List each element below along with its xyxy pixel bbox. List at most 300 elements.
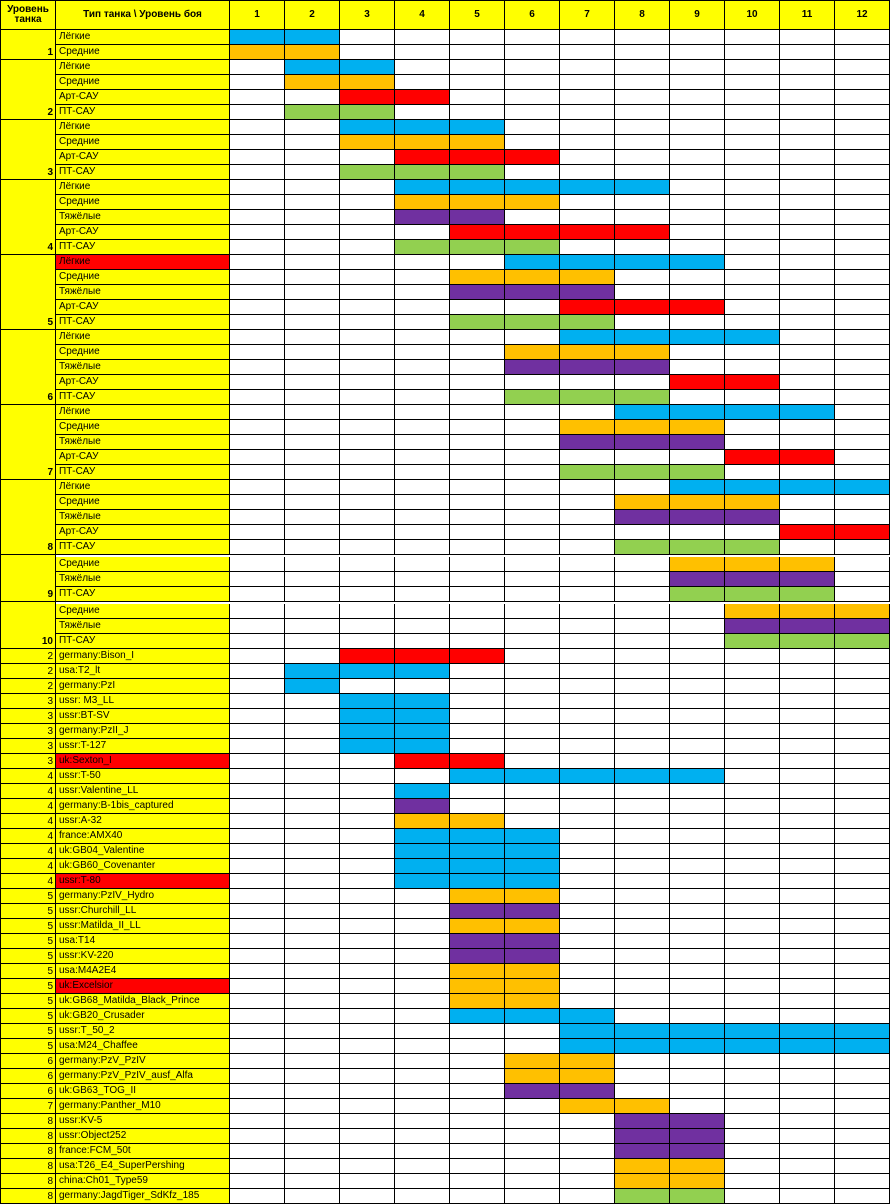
tank-7-cell (725, 739, 780, 754)
group-1-row-1-cell (670, 30, 725, 45)
tank-33-bar (615, 1129, 670, 1144)
group-5-row-4-cell (285, 300, 340, 315)
tank-37-cell (780, 1189, 835, 1204)
tank-20-cell (395, 934, 450, 949)
tank-21-cell (395, 949, 450, 964)
group-7-row-4-cell (670, 450, 725, 465)
tank-8-cell (670, 754, 725, 769)
group-1-row-2-cell (560, 45, 615, 60)
group-2-row-3-cell (285, 90, 340, 105)
tank-32-cell (395, 1114, 450, 1129)
group-5-row-1-cell (835, 255, 890, 270)
group-3-row-4-cell (560, 165, 615, 180)
group-4-row-1-cell (780, 180, 835, 195)
group-4-row-5-cell (560, 240, 615, 255)
tank-21-cell (780, 949, 835, 964)
tank-36-cell (725, 1174, 780, 1189)
tank-3-bar (285, 679, 340, 694)
group-8-row-1-cell (615, 480, 670, 495)
tank-24-label: uk:GB68_Matilda_Black_Prince (56, 994, 230, 1009)
group-1-row-1-cell (560, 30, 615, 45)
tank-36-bar (670, 1174, 725, 1189)
tank-18-cell (725, 904, 780, 919)
group-7-row-4-bar (780, 450, 835, 465)
group-7-row-5-cell (780, 465, 835, 480)
group-5-row-3-cell (780, 285, 835, 300)
group-4-row-1-cell (725, 180, 780, 195)
tank-4-cell (670, 694, 725, 709)
group-7-row-4-cell (450, 450, 505, 465)
tank-22-cell (725, 964, 780, 979)
group-6-row-5-bar (505, 390, 560, 405)
group-5-row-4-cell (340, 300, 395, 315)
tank-13-cell (560, 829, 615, 844)
tank-36-cell (450, 1174, 505, 1189)
group-10-row-1-cell (505, 604, 560, 619)
group-8-row-2-cell (780, 495, 835, 510)
tank-15-cell (835, 859, 890, 874)
tank-18-cell (670, 904, 725, 919)
tank-30-bar (560, 1084, 615, 1099)
group-2-row-3-bar (340, 90, 395, 105)
tank-32-cell (450, 1114, 505, 1129)
group-6-row-3-cell (835, 360, 890, 375)
tank-23-label: uk:Excelsior (56, 979, 230, 994)
tank-10-label: ussr:Valentine_LL (56, 784, 230, 799)
tank-37-cell (835, 1189, 890, 1204)
group-10-row-2-label: Тяжёлые (56, 619, 230, 634)
group-9-row-1-cell (285, 557, 340, 572)
tank-16-bar (505, 874, 560, 889)
group-8-row-2-bar (670, 495, 725, 510)
group-3-row-1-cell (780, 120, 835, 135)
group-3-row-4-bar (395, 165, 450, 180)
tank-17-cell (560, 889, 615, 904)
tank-34-label: france:FCM_50t (56, 1144, 230, 1159)
tank-13-cell (780, 829, 835, 844)
tank-28-bar (505, 1054, 560, 1069)
group-7-row-2-bar (615, 420, 670, 435)
tank-7-cell (285, 739, 340, 754)
tank-tier-19: 5 (0, 919, 56, 934)
group-2-row-3-cell (835, 90, 890, 105)
tank-28-cell (395, 1054, 450, 1069)
tank-26-cell (450, 1024, 505, 1039)
tank-3-cell (670, 679, 725, 694)
tank-32-cell (780, 1114, 835, 1129)
group-7-row-5-cell (505, 465, 560, 480)
group-8-row-2-cell (450, 495, 505, 510)
group-4-row-3-cell (670, 210, 725, 225)
group-2-row-1-cell (725, 60, 780, 75)
tank-14-cell (835, 844, 890, 859)
tank-20-cell (560, 934, 615, 949)
group-3-row-4-cell (615, 165, 670, 180)
tank-27-bar (560, 1039, 615, 1054)
group-7-row-1-bar (670, 405, 725, 420)
group-5-row-1-bar (670, 255, 725, 270)
group-5-row-1-cell (340, 255, 395, 270)
group-8-row-2-bar (725, 495, 780, 510)
tank-28-cell (670, 1054, 725, 1069)
tank-33-cell (835, 1129, 890, 1144)
tank-4-bar (395, 694, 450, 709)
group-6-row-4-cell (450, 375, 505, 390)
header-level-8: 8 (615, 0, 670, 30)
group-6-row-5-cell (230, 390, 285, 405)
group-7-row-5-cell (725, 465, 780, 480)
tank-33-cell (725, 1129, 780, 1144)
tank-27-bar (780, 1039, 835, 1054)
group-10-row-2-cell (560, 619, 615, 634)
tank-23-cell (560, 979, 615, 994)
group-5-row-5-cell (340, 315, 395, 330)
tank-30-cell (340, 1084, 395, 1099)
group-3-row-1-cell (725, 120, 780, 135)
tank-30-cell (615, 1084, 670, 1099)
group-6-row-4-cell (560, 375, 615, 390)
group-4-row-4-cell (340, 225, 395, 240)
group-3-row-1-bar (450, 120, 505, 135)
tank-14-label: uk:GB04_Valentine (56, 844, 230, 859)
group-8-row-1-bar (725, 480, 780, 495)
group-9-row-3-bar (725, 587, 780, 602)
group-4-row-1-bar (395, 180, 450, 195)
tank-29-cell (450, 1069, 505, 1084)
group-6-row-3-cell (670, 360, 725, 375)
group-5-row-3-cell (340, 285, 395, 300)
tank-20-cell (285, 934, 340, 949)
group-8-row-2-bar (615, 495, 670, 510)
tank-9-bar (670, 769, 725, 784)
group-2-row-4-cell (725, 105, 780, 120)
group-8-row-4-bar (780, 525, 835, 540)
tank-30-label: uk:GB63_TOG_II (56, 1084, 230, 1099)
tank-21-cell (725, 949, 780, 964)
group-2-row-2-cell (230, 75, 285, 90)
group-8-row-5-cell (835, 540, 890, 555)
tank-5-cell (835, 709, 890, 724)
tank-7-cell (615, 739, 670, 754)
group-2-row-1-cell (395, 60, 450, 75)
tank-29-bar (505, 1069, 560, 1084)
group-7-row-3-bar (615, 435, 670, 450)
group-5-row-3-cell (395, 285, 450, 300)
tank-34-cell (560, 1144, 615, 1159)
group-4-row-2-cell (230, 195, 285, 210)
group-8-row-1-label: Лёгкие (56, 480, 230, 495)
tank-6-label: germany:PzII_J (56, 724, 230, 739)
tank-3-cell (505, 679, 560, 694)
group-2-row-4-cell (670, 105, 725, 120)
tank-21-bar (450, 949, 505, 964)
tank-13-cell (725, 829, 780, 844)
group-9-row-2-cell (395, 572, 450, 587)
tank-tier-31: 7 (0, 1099, 56, 1114)
tank-29-cell (725, 1069, 780, 1084)
group-3-row-2-bar (395, 135, 450, 150)
group-5-row-5-bar (505, 315, 560, 330)
tank-10-cell (725, 784, 780, 799)
tank-1-cell (615, 649, 670, 664)
group-3-row-3-cell (670, 150, 725, 165)
group-1-row-1-cell (725, 30, 780, 45)
group-6-row-4-cell (230, 375, 285, 390)
tank-17-cell (340, 889, 395, 904)
tank-7-cell (230, 739, 285, 754)
tank-31-cell (450, 1099, 505, 1114)
tank-tier-33: 8 (0, 1129, 56, 1144)
tank-3-cell (450, 679, 505, 694)
tank-19-cell (725, 919, 780, 934)
group-3-row-3-cell (780, 150, 835, 165)
tank-2-cell (835, 664, 890, 679)
tank-5-cell (230, 709, 285, 724)
group-3-row-3-cell (615, 150, 670, 165)
group-10-row-1-cell (285, 604, 340, 619)
group-2-row-4-cell (450, 105, 505, 120)
group-8-row-1-cell (285, 480, 340, 495)
group-7-row-3-cell (395, 435, 450, 450)
group-8-row-2-cell (285, 495, 340, 510)
group-1-row-1-bar (285, 30, 340, 45)
group-9-row-1-cell (450, 557, 505, 572)
tank-11-cell (230, 799, 285, 814)
tank-8-cell (615, 754, 670, 769)
group-6-row-3-cell (395, 360, 450, 375)
group-9-row-3-cell (230, 587, 285, 602)
tank-9-cell (725, 769, 780, 784)
tank-24-cell (285, 994, 340, 1009)
tank-tier-3: 2 (0, 679, 56, 694)
group-9-row-3-bar (670, 587, 725, 602)
tank-31-bar (560, 1099, 615, 1114)
group-tier-5: 5 (0, 255, 56, 330)
tank-36-bar (615, 1174, 670, 1189)
group-2-row-3-cell (560, 90, 615, 105)
group-6-row-4-cell (615, 375, 670, 390)
group-3-row-1-cell (230, 120, 285, 135)
tank-7-cell (835, 739, 890, 754)
group-9-row-2-cell (835, 572, 890, 587)
tank-15-cell (285, 859, 340, 874)
tank-30-cell (780, 1084, 835, 1099)
group-6-row-2-label: Средние (56, 345, 230, 360)
group-4-row-5-cell (670, 240, 725, 255)
group-9-row-3-bar (780, 587, 835, 602)
tank-33-cell (395, 1129, 450, 1144)
group-7-row-2-bar (670, 420, 725, 435)
tank-20-cell (340, 934, 395, 949)
group-1-row-1-cell (395, 30, 450, 45)
group-3-row-3-label: Арт-САУ (56, 150, 230, 165)
group-3-row-1-label: Лёгкие (56, 120, 230, 135)
group-7-row-1-cell (395, 405, 450, 420)
tank-9-bar (505, 769, 560, 784)
tank-25-bar (505, 1009, 560, 1024)
tank-10-cell (560, 784, 615, 799)
tank-26-cell (505, 1024, 560, 1039)
group-5-row-2-cell (395, 270, 450, 285)
group-10-row-1-cell (670, 604, 725, 619)
group-6-row-2-bar (505, 345, 560, 360)
tank-7-cell (450, 739, 505, 754)
tank-31-cell (780, 1099, 835, 1114)
group-4-row-3-bar (450, 210, 505, 225)
tank-8-cell (340, 754, 395, 769)
group-4-row-2-label: Средние (56, 195, 230, 210)
group-3-row-4-bar (340, 165, 395, 180)
group-2-row-2-cell (780, 75, 835, 90)
tank-10-cell (505, 784, 560, 799)
group-5-row-1-cell (725, 255, 780, 270)
tank-19-bar (505, 919, 560, 934)
group-2-row-3-cell (725, 90, 780, 105)
group-2-row-1-cell (230, 60, 285, 75)
group-5-row-3-cell (835, 285, 890, 300)
tank-3-cell (835, 679, 890, 694)
group-5-row-2-bar (505, 270, 560, 285)
tank-7-bar (395, 739, 450, 754)
group-8-row-2-cell (395, 495, 450, 510)
group-7-row-1-cell (560, 405, 615, 420)
group-1-row-2-label: Средние (56, 45, 230, 60)
tank-19-cell (395, 919, 450, 934)
tank-3-cell (230, 679, 285, 694)
group-7-row-4-cell (340, 450, 395, 465)
tank-17-label: germany:PzIV_Hydro (56, 889, 230, 904)
tank-2-bar (285, 664, 340, 679)
tank-27-bar (835, 1039, 890, 1054)
tank-12-cell (505, 814, 560, 829)
tank-20-cell (835, 934, 890, 949)
group-2-row-3-cell (670, 90, 725, 105)
group-1-row-1-label: Лёгкие (56, 30, 230, 45)
tank-27-cell (505, 1039, 560, 1054)
tank-10-bar (395, 784, 450, 799)
tank-12-label: ussr:A-32 (56, 814, 230, 829)
group-4-row-4-cell (285, 225, 340, 240)
tank-6-cell (835, 724, 890, 739)
group-4-row-5-cell (340, 240, 395, 255)
group-5-row-4-bar (670, 300, 725, 315)
group-5-row-3-label: Тяжёлые (56, 285, 230, 300)
tank-28-cell (615, 1054, 670, 1069)
tank-3-cell (560, 679, 615, 694)
tank-6-cell (725, 724, 780, 739)
tank-27-bar (670, 1039, 725, 1054)
group-8-row-4-cell (230, 525, 285, 540)
tank-35-cell (780, 1159, 835, 1174)
group-3-row-3-bar (450, 150, 505, 165)
tank-tier-35: 8 (0, 1159, 56, 1174)
tank-16-cell (560, 874, 615, 889)
group-4-row-2-cell (615, 195, 670, 210)
group-4-row-2-cell (560, 195, 615, 210)
tank-12-cell (780, 814, 835, 829)
group-7-row-4-cell (560, 450, 615, 465)
tank-3-cell (340, 679, 395, 694)
group-8-row-3-bar (670, 510, 725, 525)
group-9-row-2-cell (615, 572, 670, 587)
group-4-row-3-cell (835, 210, 890, 225)
tank-1-cell (835, 649, 890, 664)
tank-18-bar (505, 904, 560, 919)
tank-32-cell (285, 1114, 340, 1129)
tank-34-cell (450, 1144, 505, 1159)
group-5-row-3-bar (450, 285, 505, 300)
group-8-row-4-label: Арт-САУ (56, 525, 230, 540)
group-7-row-4-cell (615, 450, 670, 465)
group-5-row-2-cell (725, 270, 780, 285)
tank-37-cell (340, 1189, 395, 1204)
group-7-row-2-cell (285, 420, 340, 435)
header-level-9: 9 (670, 0, 725, 30)
tank-2-cell (230, 664, 285, 679)
group-2-row-3-cell (615, 90, 670, 105)
header-level-2: 2 (285, 0, 340, 30)
tank-6-cell (505, 724, 560, 739)
group-7-row-5-label: ПТ-САУ (56, 465, 230, 480)
tank-2-cell (670, 664, 725, 679)
group-3-row-2-cell (560, 135, 615, 150)
tank-16-cell (780, 874, 835, 889)
tank-29-cell (835, 1069, 890, 1084)
tank-31-cell (395, 1099, 450, 1114)
tank-13-cell (230, 829, 285, 844)
header-level-3: 3 (340, 0, 395, 30)
tank-25-label: uk:GB20_Crusader (56, 1009, 230, 1024)
group-1-row-2-cell (725, 45, 780, 60)
tank-30-cell (450, 1084, 505, 1099)
tank-33-label: ussr:Object252 (56, 1129, 230, 1144)
group-10-row-1-cell (560, 604, 615, 619)
tank-29-bar (560, 1069, 615, 1084)
tank-36-cell (835, 1174, 890, 1189)
group-3-row-3-cell (560, 150, 615, 165)
group-tier-7: 7 (0, 405, 56, 480)
group-4-row-5-bar (505, 240, 560, 255)
tank-35-cell (560, 1159, 615, 1174)
group-8-row-4-cell (505, 525, 560, 540)
group-6-row-1-cell (340, 330, 395, 345)
tank-27-cell (395, 1039, 450, 1054)
group-7-row-4-cell (505, 450, 560, 465)
tank-34-cell (835, 1144, 890, 1159)
tank-18-cell (395, 904, 450, 919)
group-7-row-1-cell (285, 405, 340, 420)
tank-tier-5: 3 (0, 709, 56, 724)
group-5-row-4-cell (395, 300, 450, 315)
group-5-row-4-cell (725, 300, 780, 315)
group-4-row-5-bar (395, 240, 450, 255)
group-3-row-2-label: Средние (56, 135, 230, 150)
group-3-row-3-bar (395, 150, 450, 165)
group-5-row-4-bar (560, 300, 615, 315)
group-8-row-5-bar (670, 540, 725, 555)
tank-33-cell (505, 1129, 560, 1144)
tank-5-label: ussr:BT-SV (56, 709, 230, 724)
tank-tier-10: 4 (0, 784, 56, 799)
tank-2-cell (780, 664, 835, 679)
tank-28-label: germany:PzV_PzIV (56, 1054, 230, 1069)
group-9-row-3-cell (340, 587, 395, 602)
group-5-row-5-cell (395, 315, 450, 330)
group-2-row-3-cell (230, 90, 285, 105)
tank-18-cell (230, 904, 285, 919)
tank-tier-13: 4 (0, 829, 56, 844)
group-3-row-3-cell (285, 150, 340, 165)
